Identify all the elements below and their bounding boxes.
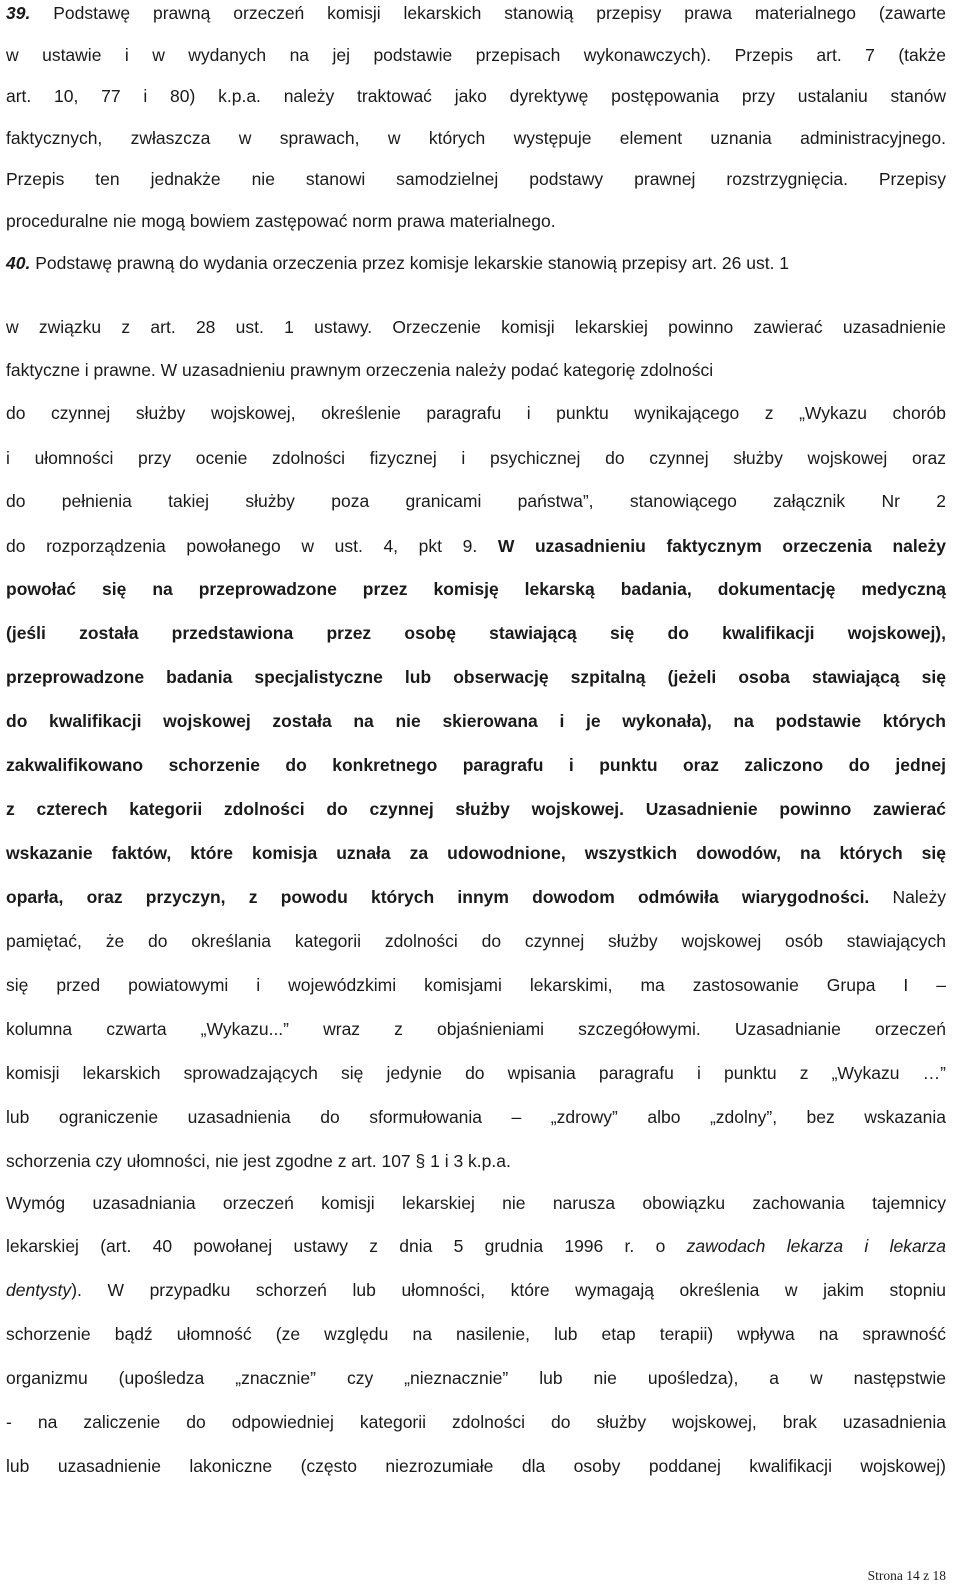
para40-line13: z czterech kategorii zdolności do czynnej służby wojskowej. Uzasadnienie powinno zawierać xyxy=(6,799,946,819)
para40-line3: faktyczne i prawne. W uzasadnieniu prawnym orzeczenia należy podać kategorię zdolności xyxy=(6,360,714,380)
act-title: zawodach lekarza i lekarza xyxy=(686,1236,946,1256)
para40-line20: lub ograniczenie uzasadnienia do sformułowania – „zdrowy” albo „zdolny”, bez wskazania xyxy=(6,1107,946,1127)
para39-line5: Przepis ten jednakże nie stanowi samodzielnej podstawy prawnej rozstrzygnięcia. Przepisy xyxy=(6,169,946,189)
para40-line14: wskazanie faktów, które komisja uznała za udowodnione, wszystkich dowodów, na których się xyxy=(6,843,946,863)
page-number: Strona 14 z 18 xyxy=(867,1568,946,1583)
para40-line12: zakwalifikowano schorzenie do konkretnego paragrafu i punktu oraz zaliczono do jednej xyxy=(6,755,946,775)
para40-line5: i ułomności przy ocenie zdolności fizycznej i psychicznej do czynnej służby wojskowej oraz xyxy=(6,448,946,468)
para40-line6: do pełnienia takiej służby poza granicami państwa”, stanowiącego załącznik Nr 2 xyxy=(6,491,946,511)
para40-line17: się przed powiatowymi i wojewódzkimi komisjami lekarskimi, ma zastosowanie Grupa I – xyxy=(6,975,946,995)
para39-line1 xyxy=(6,2,946,24)
para40-line28: lub uzasadnienie lakoniczne (często niezrozumiałe dla osoby poddanej kwalifikacji wojskowej) xyxy=(6,1456,946,1476)
para40-line18: kolumna czwarta „Wykazu...” wraz z objaśnieniami szczegółowymi. Uzasadnianie orzeczeń xyxy=(6,1019,946,1039)
article-reference: art. 10, 77 i 80) k.p.a. xyxy=(6,86,261,106)
para39-line4: faktycznych, zwłaszcza w sprawach, w których występuje element uznania administracyjnego. xyxy=(6,128,946,148)
para40-line22: Wymóg uzasadniania orzeczeń komisji lekarskiej nie narusza obowiązku zachowania tajemnicy xyxy=(6,1193,946,1213)
para40-line1: 40. Podstawę prawną do wydania orzeczenia przez komisje lekarskie stanowią przepisy art. 26 ust. 1 xyxy=(6,253,790,273)
para40-line24: dentysty). W przypadku schorzeń lub ułomności, które wymagają określenia w jakim stopniu xyxy=(6,1280,946,1300)
para39-line6: proceduralne nie mogą bowiem zastępować norm prawa materialnego. xyxy=(6,211,556,231)
para39-line3: art. 10, 77 i 80) k.p.a. należy traktować jako dyrektywę postępowania przy ustalaniu stanów xyxy=(6,86,946,106)
para39-text: Podstawę prawną orzeczeń komisji lekarskich stanowią przepisy prawa materialnego (zawarte xyxy=(53,3,946,23)
para40-line2: w związku z art. 28 ust. 1 ustawy. Orzeczenie komisji lekarskiej powinno zawierać uzasadnienie xyxy=(6,317,946,337)
para40-line25: schorzenie bądź ułomność (ze względu na nasilenie, lub etap terapii) wpływa na sprawność xyxy=(6,1324,946,1344)
para40-line11: do kwalifikacji wojskowej została na nie skierowana i je wykonała), na podstawie których xyxy=(6,711,946,731)
para40-line21: schorzenia czy ułomności, nie jest zgodne z art. 107 § 1 i 3 k.p.a. xyxy=(6,1151,511,1171)
para40-line16: pamiętać, że do określania kategorii zdolności do czynnej służby wojskowej osób stawiających xyxy=(6,931,946,951)
para40-line8: powołać się na przeprowadzone przez komisję lekarską badania, dokumentację medyczną xyxy=(6,579,946,599)
para40-line4: do czynnej służby wojskowej, określenie paragrafu i punktu wynikającego z „Wykazu chorób xyxy=(6,403,946,423)
para40-line10: przeprowadzone badania specjalistyczne lub obserwację szpitalną (jeżeli osoba stawiającą się xyxy=(6,667,946,687)
para40-line9: (jeśli została przedstawiona przez osobę stawiającą się do kwalifikacji wojskowej), xyxy=(6,623,946,643)
para40-number: 40. xyxy=(6,253,31,273)
para40-line23: lekarskiej (art. 40 powołanej ustawy z dnia 5 grudnia 1996 r. o zawodach lekarza i lekarza xyxy=(6,1236,946,1256)
para40-line15: oparła, oraz przyczyn, z powodu których innym dowodom odmówiła wiarygodności. Należy xyxy=(6,887,947,907)
para40-line7: do rozporządzenia powołanego w ust. 4, pkt 9. W uzasadnieniu faktycznym orzeczenia należy xyxy=(6,536,946,556)
para39-line2: w ustawie i w wydanych na jej podstawie przepisach wykonawczych). Przepis art. 7 (także xyxy=(6,45,946,65)
para39-number: 39. xyxy=(6,3,31,23)
para40-line19: komisji lekarskich sprowadzających się jedynie do wpisania paragrafu i punktu z „Wykazu …” xyxy=(6,1063,946,1083)
para40-line27: - na zaliczenie do odpowiedniej kategorii zdolności do służby wojskowej, brak uzasadnienia xyxy=(6,1412,946,1432)
para40-line26: organizmu (upośledza „znacznie” czy „nieznacznie” lub nie upośledza), a w następstwie xyxy=(6,1368,946,1388)
